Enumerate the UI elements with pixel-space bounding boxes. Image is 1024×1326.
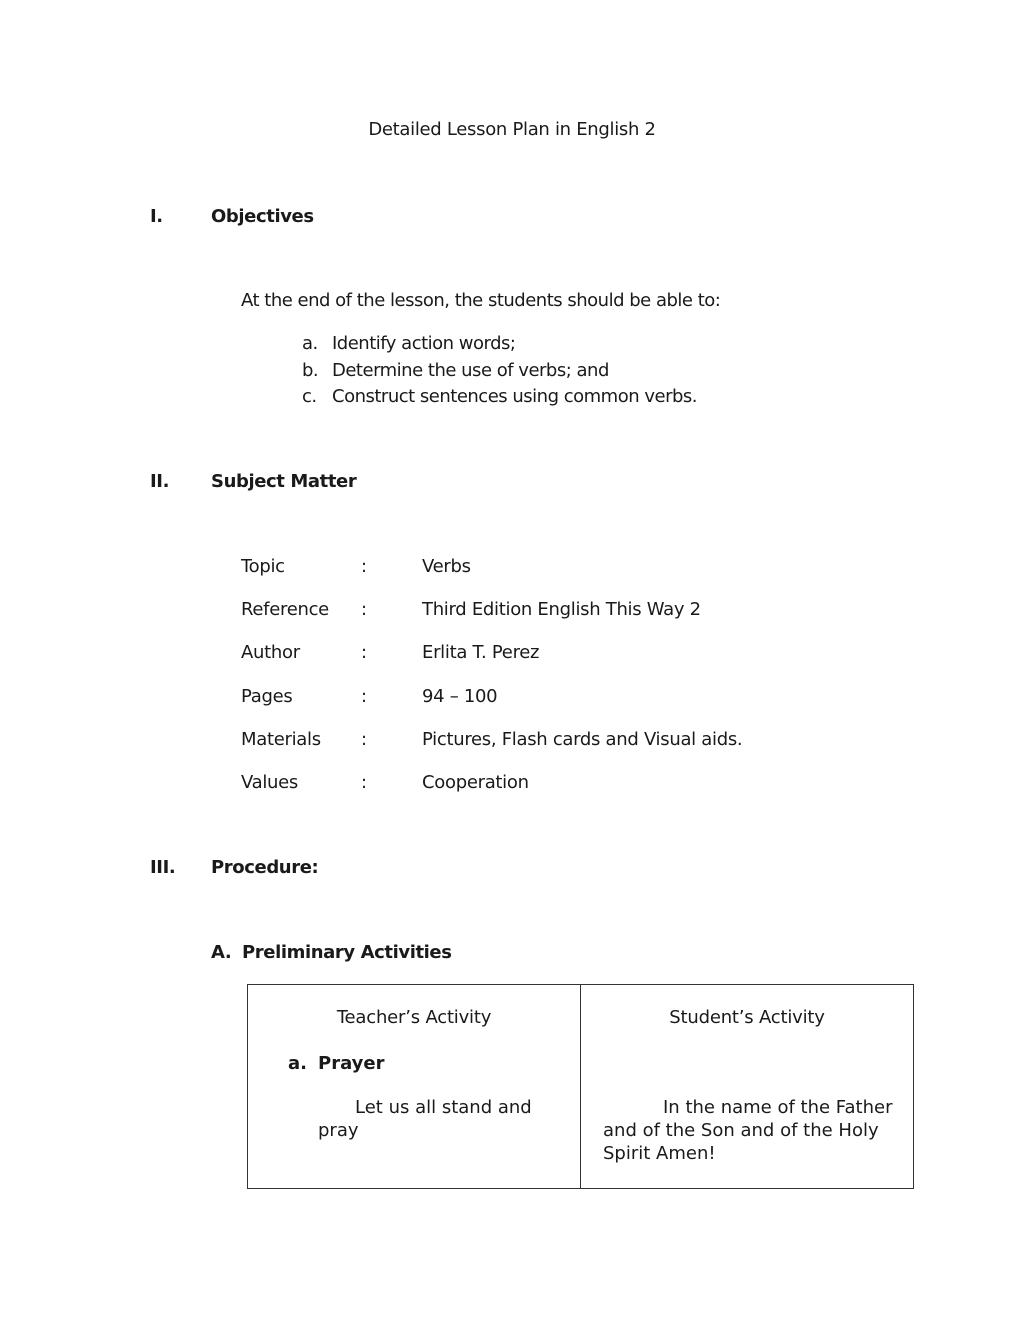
prayer-heading — [288, 1053, 384, 1074]
document-title: Detailed Lesson Plan in English 2 — [368, 119, 656, 140]
row-value: Cooperation — [422, 771, 529, 793]
row-label: Values — [241, 771, 299, 793]
row-label: Reference — [241, 599, 329, 621]
section-number: I. — [150, 206, 163, 227]
row-colon: : — [361, 642, 367, 664]
row-value: Third Edition English This Way 2 — [422, 599, 701, 621]
list-item — [302, 331, 697, 358]
row-colon: : — [361, 685, 367, 707]
row-colon: : — [361, 771, 367, 793]
objectives-intro: At the end of the lesson, the students should be able to: — [241, 290, 721, 311]
list-item — [302, 384, 697, 411]
row-value: 94 – 100 — [422, 685, 498, 707]
subsection-marker: A. — [211, 942, 232, 963]
row-colon: : — [361, 599, 367, 621]
teacher-activity-text: Let us all stand and pray — [318, 1097, 532, 1141]
row-label: Pages — [241, 685, 293, 707]
teacher-activity-column — [248, 985, 581, 1188]
list-marker: b. — [302, 359, 319, 381]
list-marker: c. — [302, 386, 317, 407]
student-activity-header: Student’s Activity — [669, 1007, 825, 1028]
prayer-marker: a. — [288, 1053, 307, 1074]
list-item-text: Identify action words; — [332, 333, 516, 354]
row-colon: : — [361, 556, 367, 577]
section-title: Procedure: — [211, 857, 319, 878]
row-label: Materials — [241, 728, 321, 750]
section-title: Objectives — [211, 206, 314, 227]
list-item-text: Construct sentences using common verbs. — [332, 386, 697, 407]
teacher-activity-header: Teacher’s Activity — [336, 1007, 492, 1028]
prayer-title: Prayer — [318, 1053, 385, 1074]
row-value: Pictures, Flash cards and Visual aids. — [422, 728, 743, 750]
list-item-text: Determine the use of verbs; and — [332, 359, 609, 381]
preliminary-activities-heading — [211, 942, 452, 963]
row-label: Topic — [241, 556, 285, 577]
subsection-title: Preliminary Activities — [242, 942, 452, 963]
row-value: Erlita T. Perez — [422, 642, 540, 664]
student-activity-text: In the name of the Father and of the Son and of the Holy Spirit Amen! — [603, 1097, 893, 1164]
student-activity-column — [581, 985, 913, 1188]
row-label: Author — [241, 642, 300, 664]
section-title: Subject Matter — [211, 471, 357, 492]
list-item — [302, 358, 697, 385]
objectives-list — [302, 331, 697, 411]
section-number: II. — [150, 471, 170, 492]
activity-table — [247, 984, 914, 1189]
row-colon: : — [361, 728, 367, 750]
row-value: Verbs — [422, 556, 471, 577]
list-marker: a. — [302, 333, 318, 354]
section-number: III. — [150, 857, 176, 878]
